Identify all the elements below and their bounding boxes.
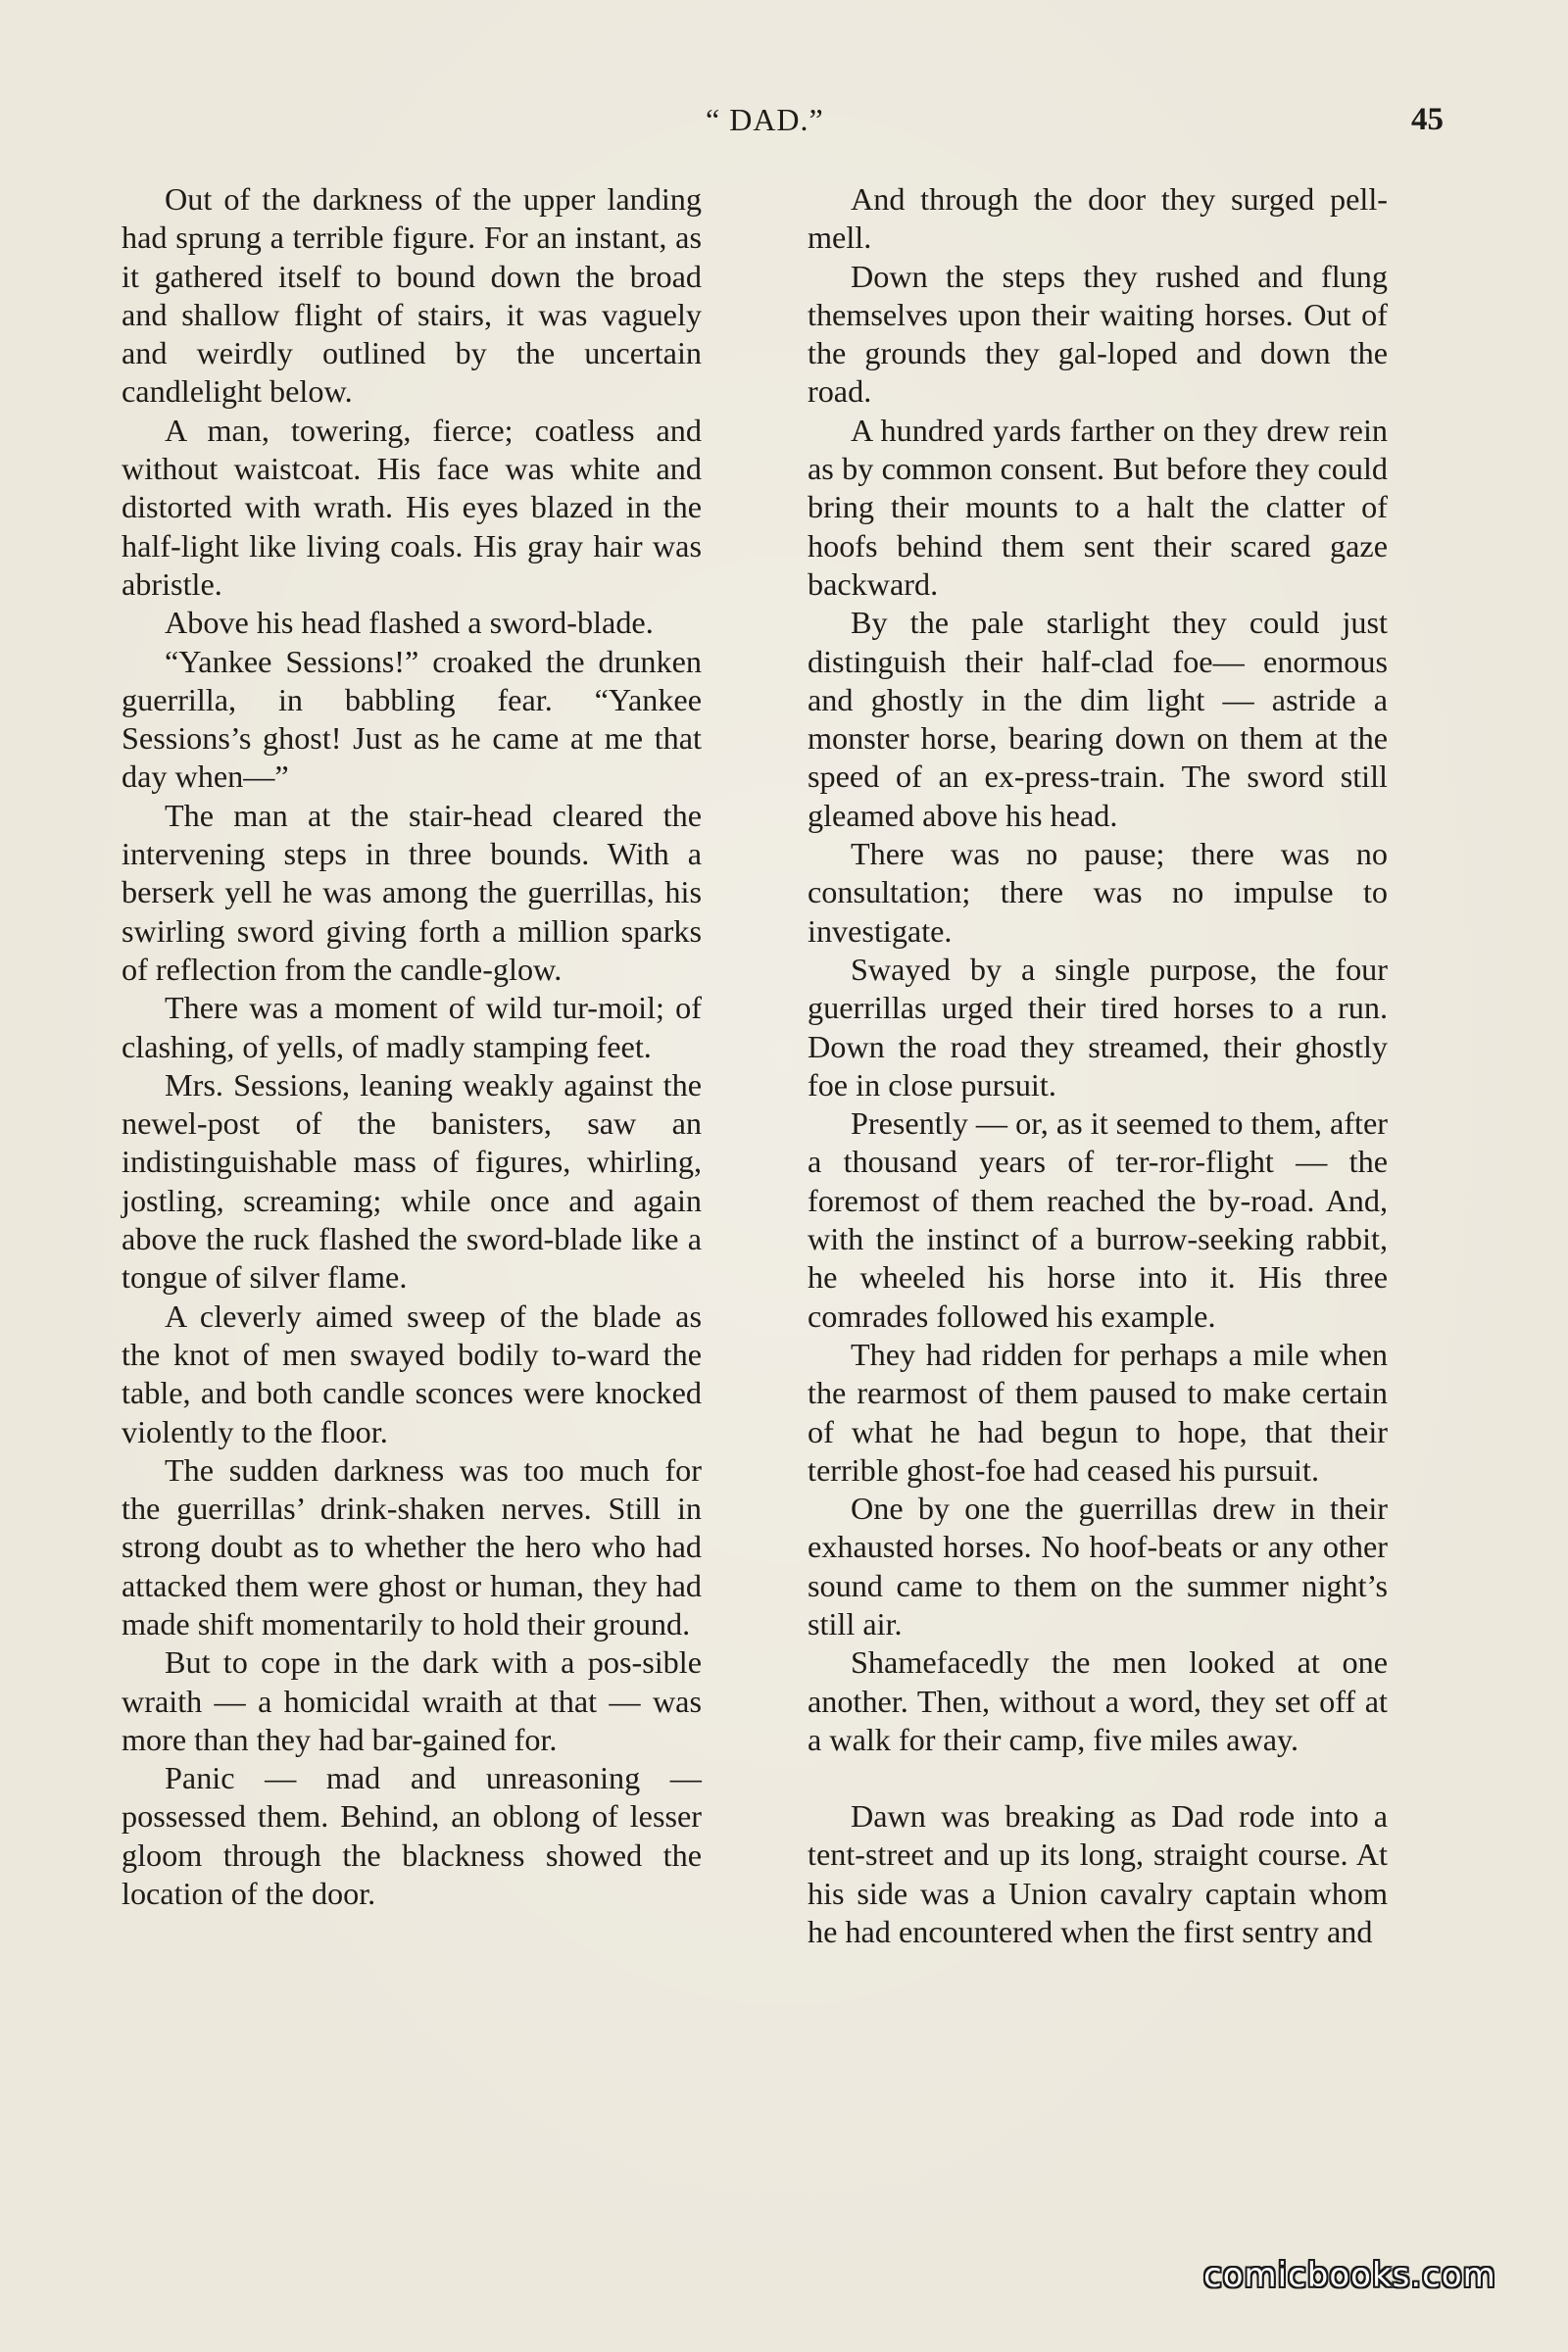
running-title: “ DAD.” bbox=[706, 102, 824, 137]
paragraph: A cleverly aimed sweep of the blade as the knot of men swayed bodily to-ward the table, and both candle sconces were knocked violently to the floor. bbox=[122, 1298, 702, 1449]
paragraph: But to cope in the dark with a pos-sible wraith — a homicidal wraith at that — was more than they had bar-gained for. bbox=[122, 1644, 702, 1757]
paragraph: One by one the guerrillas drew in their exhausted horses. No hoof-beats or any other sound came to them on the summer night’s still air. bbox=[808, 1491, 1388, 1642]
site-watermark: comicbooks.com bbox=[1203, 2256, 1496, 2295]
paragraph: Down the steps they rushed and flung themselves upon their waiting horses. Out of the grounds they gal-loped and down the road. bbox=[808, 258, 1388, 410]
paragraph: The man at the stair-head cleared the intervening steps in three bounds. With a berserk yell he was among the guerrillas, his swirling sword giving forth a million sparks of reflection from the candle-glow. bbox=[122, 797, 702, 987]
left-text-column bbox=[122, 180, 702, 1913]
paragraph: Swayed by a single purpose, the four guerrillas urged their tired horses to a run. Down the road they streamed, their ghostly foe in close pursuit. bbox=[808, 951, 1388, 1102]
page-number: 45 bbox=[1411, 102, 1444, 137]
paragraph: They had ridden for perhaps a mile when the rearmost of them paused to make certain of what he had begun to hope, that their terrible ghost-foe had ceased his pursuit. bbox=[808, 1336, 1388, 1488]
paragraph: By the pale starlight they could just distinguish their half-clad foe— enormous and ghostly in the dim light — astride a monster horse, bearing down on them at the speed of an ex-press-train. The sword still gleamed above his head. bbox=[808, 605, 1388, 833]
paragraph: “Yankee Sessions!” croaked the drunken guerrilla, in babbling fear. “Yankee Sessions’s ghost! Just as he came at me that day when—” bbox=[122, 643, 702, 795]
paragraph: There was a moment of wild tur-moil; of clashing, of yells, of madly stamping feet. bbox=[122, 990, 702, 1064]
paragraph: A hundred yards farther on they drew rein as by common consent. But before they could bring their mounts to a halt the clatter of hoofs behind them sent their scared gaze backward. bbox=[808, 412, 1388, 602]
paragraph: There was no pause; there was no consultation; there was no impulse to investigate. bbox=[808, 836, 1388, 949]
paragraph: Presently — or, as it seemed to them, after a thousand years of ter-ror-flight — the foremost of them reached the by-road. And, with the instinct of a burrow-seeking rabbit, he wheeled his horse into it. His three comrades followed his example. bbox=[808, 1105, 1388, 1334]
right-text-column bbox=[808, 180, 1388, 1951]
paragraph: Above his head flashed a sword-blade. bbox=[165, 605, 654, 641]
paragraph: A man, towering, fierce; coatless and without waistcoat. His face was white and distorted with wrath. His eyes blazed in the half-light like living coals. His gray hair was abristle. bbox=[122, 412, 702, 602]
paragraph: Shamefacedly the men looked at one another. Then, without a word, they set off at a walk for their camp, five miles away. bbox=[808, 1644, 1388, 1757]
continued-paragraph: And through the door they surged pell-mell. bbox=[808, 181, 1388, 256]
paragraph: The sudden darkness was too much for the guerrillas’ drink-shaken nerves. Still in strong doubt as to whether the hero who had attacked them were ghost or human, they had made shift momentarily to hold their ground. bbox=[122, 1451, 702, 1642]
paragraph: Panic — mad and unreasoning — possessed them. Behind, an oblong of lesser gloom through the blackness showed the location of the door. bbox=[122, 1760, 702, 1912]
paragraph: Out of the darkness of the upper landing had sprung a terrible figure. For an instant, as it gathered itself to bound down the broad and shallow flight of stairs, it was vaguely and weirdly outlined by the uncertain candlelight below. bbox=[122, 181, 702, 410]
paragraph: Mrs. Sessions, leaning weakly against the newel-post of the banisters, saw an indistinguishable mass of figures, whirling, jostling, screaming; while once and again above the ruck flashed the sword-blade like a tongue of silver flame. bbox=[122, 1066, 702, 1296]
section-start-paragraph: Dawn was breaking as Dad rode into a tent-street and up its long, straight course. At his side was a Union cavalry captain whom he had encountered when the first sentry and bbox=[808, 1798, 1388, 1950]
